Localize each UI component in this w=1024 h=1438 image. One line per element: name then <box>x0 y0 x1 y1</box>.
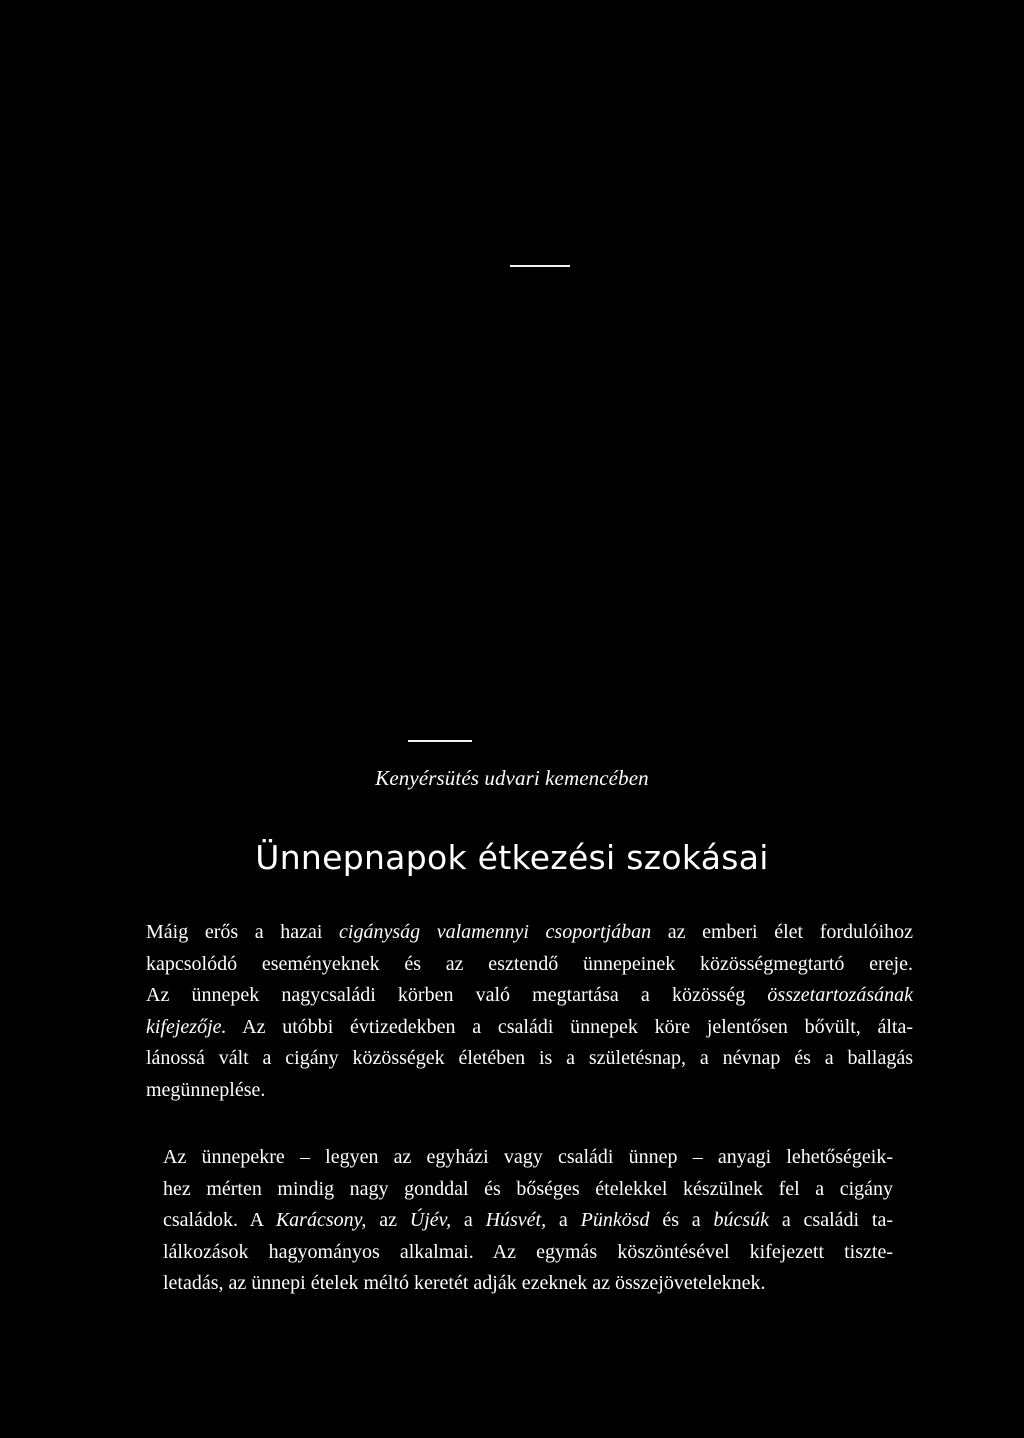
paragraph-1 <box>146 917 913 1107</box>
paragraph-line: megünneplése. <box>146 1078 266 1101</box>
paragraph-line: kifejezője. Az utóbbi évtizedekben a családi ünnepek köre jelentősen bővült, álta- <box>146 1015 913 1038</box>
paragraph-line: lánossá vált a cigány közösségek életében is a születésnap, a névnap és a ballagás <box>146 1047 913 1070</box>
caption-divider <box>408 740 472 742</box>
paragraph-line: lálkozások hagyományos alkalmai. Az egymás köszöntésével kifejezett tiszte- <box>163 1240 893 1263</box>
section-title: Ünnepnapok étkezési szokásai <box>255 838 769 877</box>
paragraph-line: Az ünnepekre – legyen az egyházi vagy családi ünnep – anyagi lehetőségeik- <box>163 1146 893 1168</box>
paragraph-line: letadás, az ünnepi ételek méltó keretét adják ezeknek az összejöveteleknek. <box>163 1272 766 1295</box>
top-divider <box>510 265 570 267</box>
paragraph-line: Az ünnepek nagycsaládi körben való megtartása a közösség összetartozásának <box>146 984 913 1007</box>
paragraph-line: Máig erős a hazai cigányság valamennyi csoportjában az emberi élet fordulóihoz <box>146 921 913 943</box>
paragraph-line: hez mérten mindig nagy gonddal és bőséges ételekkel készülnek fel a cigány <box>163 1177 893 1200</box>
paragraph-2 <box>163 1142 893 1300</box>
photo-caption: Kenyérsütés udvari kemencében <box>375 766 649 790</box>
paragraph-line: kapcsolódó eseményeknek és az esztendő ünnepeinek közösségmegtartó ereje. <box>146 952 913 975</box>
paragraph-line: családok. A Karácsony, az Újév, a Húsvét, a Pünkösd és a búcsúk a családi ta- <box>163 1209 893 1232</box>
